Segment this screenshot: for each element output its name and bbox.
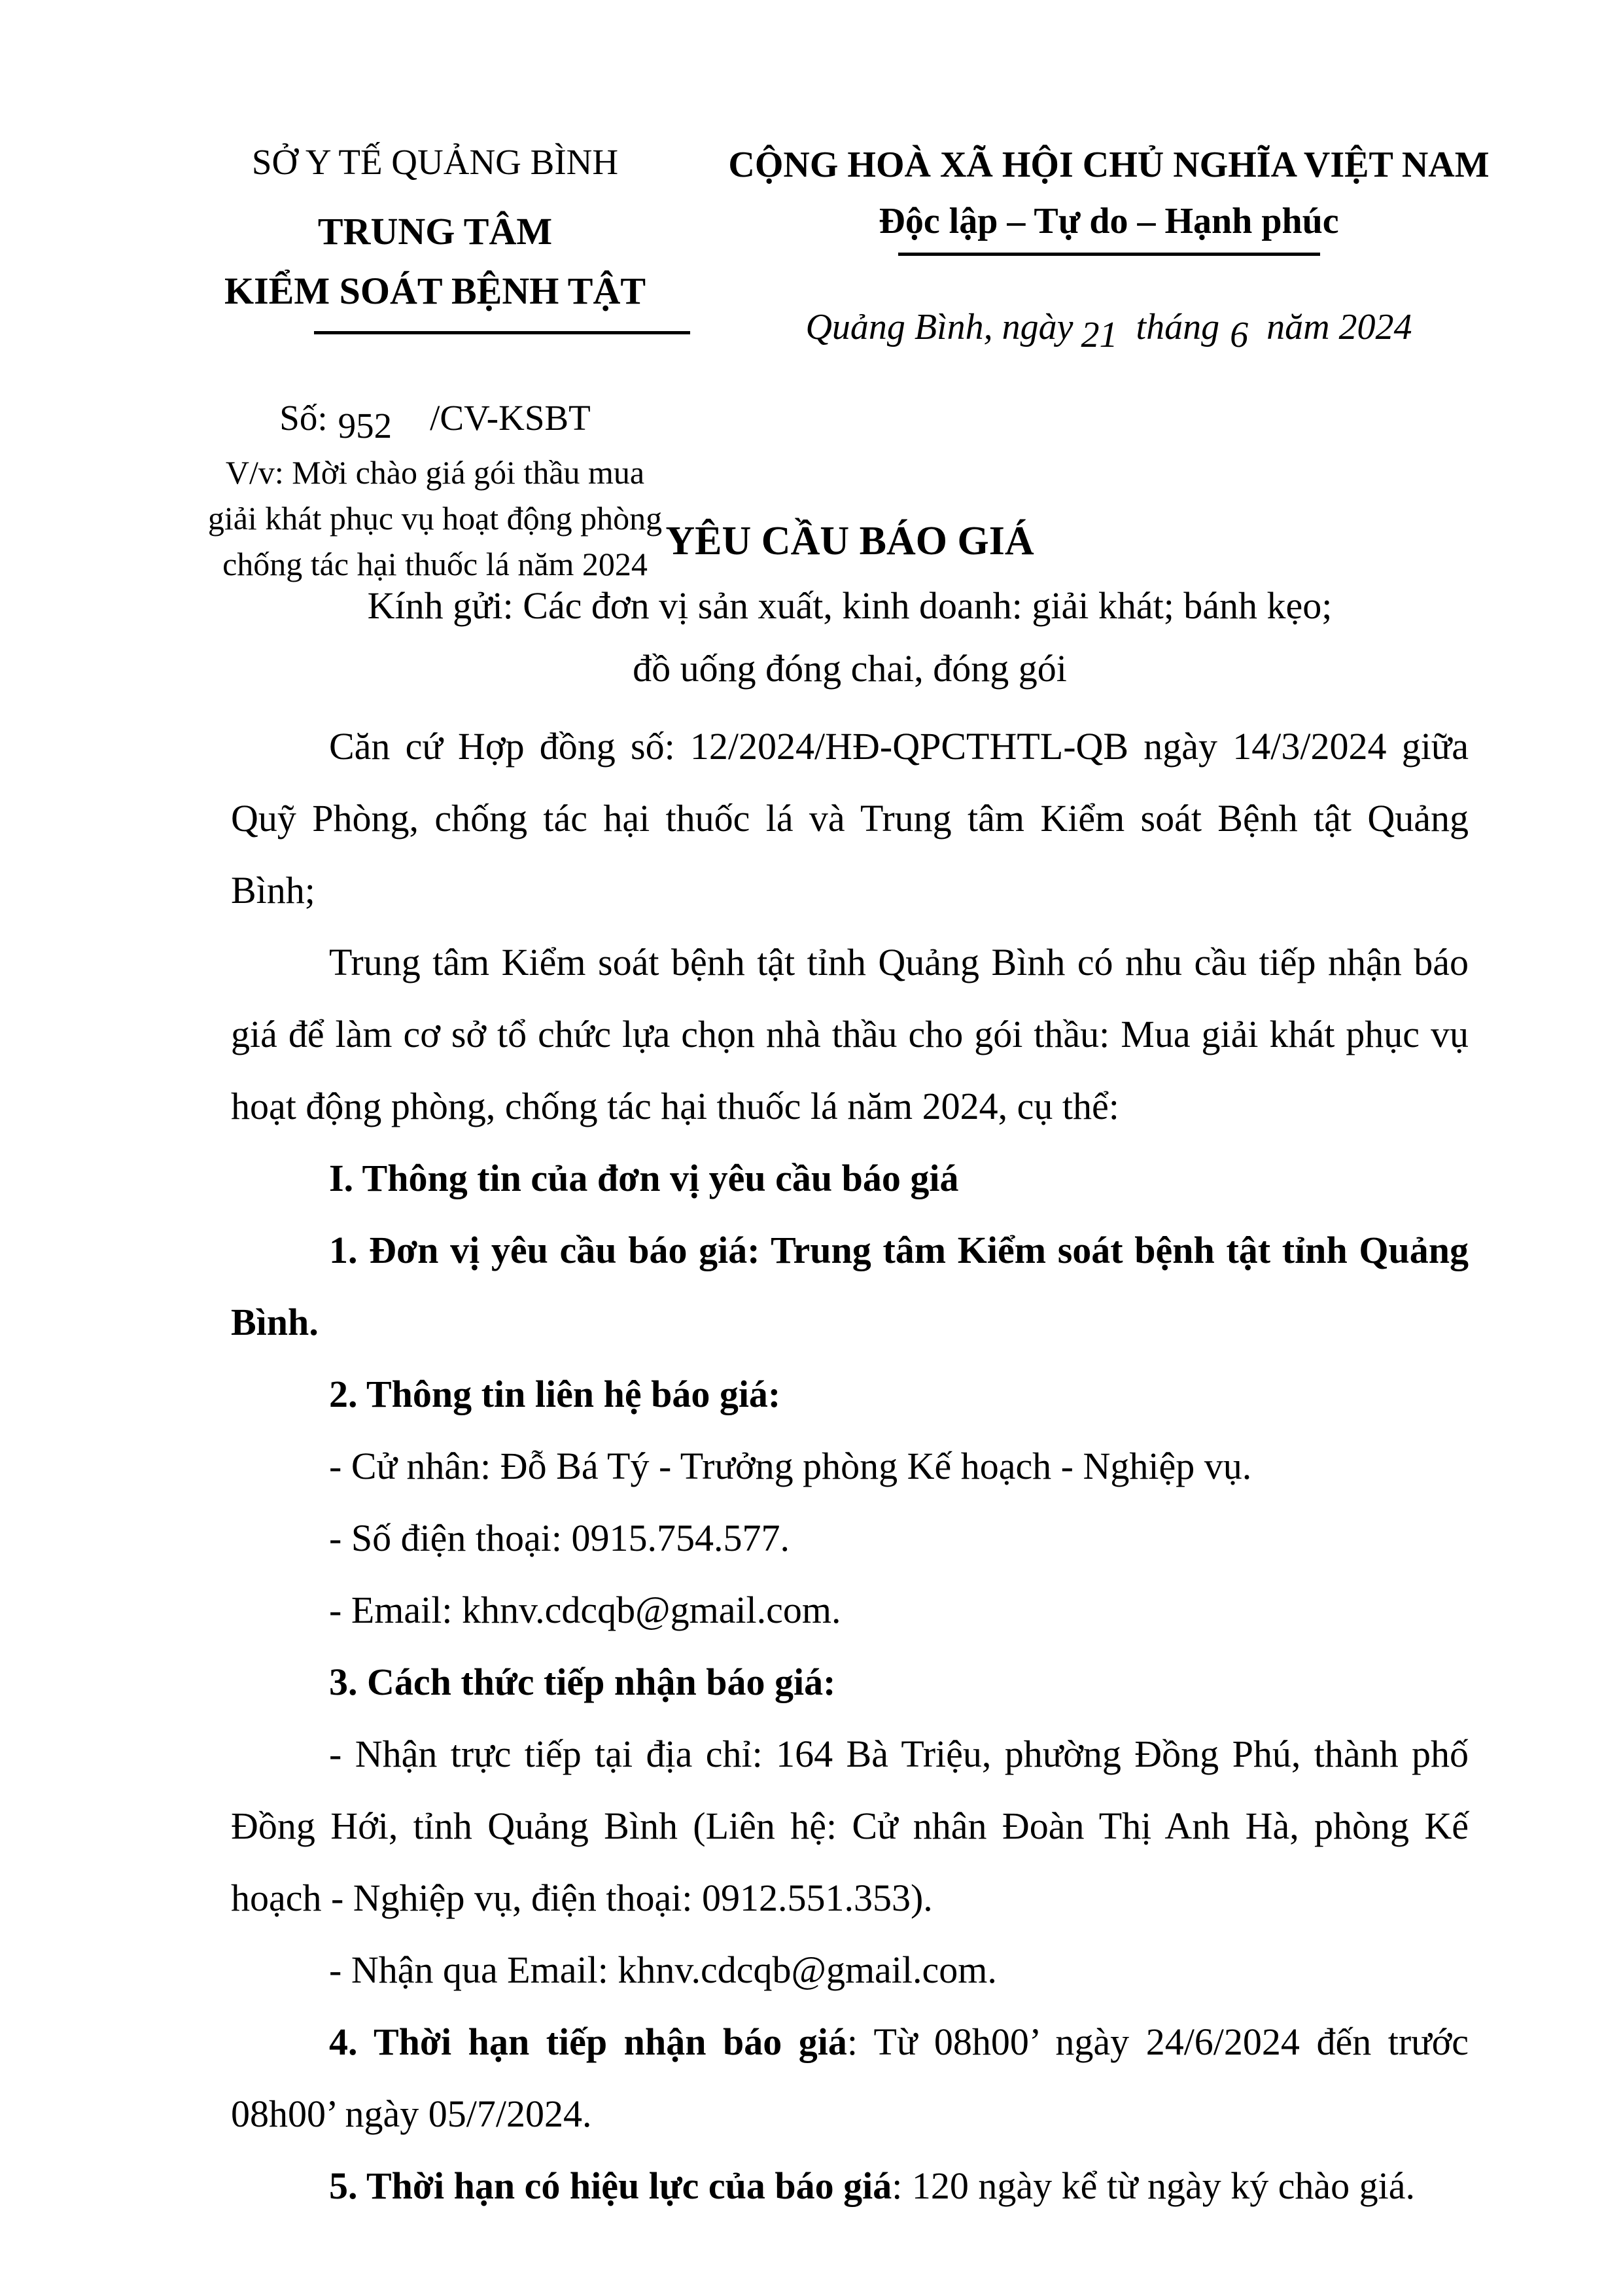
document-number-suffix: /CV-KSBT <box>430 398 591 438</box>
date-mid: tháng <box>1136 307 1220 347</box>
item-2-contact-heading: 2. Thông tin liên hệ báo giá: <box>329 1373 781 1415</box>
paragraph-legal-basis: Căn cứ Hợp đồng số: 12/2024/HĐ-QPCTHTL-QB ngày 14/3/2024 giữa Quỹ Phòng, chống tác hại thuốc lá và Trung tâm Kiểm soát Bệnh tật Quảng Bình; <box>231 725 1469 911</box>
item-3-method-heading: 3. Cách thức tiếp nhận báo giá: <box>329 1661 836 1703</box>
subject-line-3: chống tác hại thuốc lá năm 2024 <box>222 546 648 582</box>
motto-underline-rule <box>898 253 1320 256</box>
recipient-line-1: Kính gửi: Các đơn vị sản xuất, kinh doanh: giải khát; bánh kẹo; <box>367 584 1333 627</box>
bullet-receive-email: - Nhận qua Email: khnv.cdcqb@gmail.com. <box>329 1949 997 1991</box>
item-5-validity-value: : 120 ngày kể từ ngày ký chào giá. <box>892 2164 1416 2207</box>
issuer-org-line2: KIỂM SOÁT BỆNH TẬT <box>224 270 646 312</box>
bullet-contact-person: - Cử nhân: Đỗ Bá Tý - Trưởng phòng Kế hoạch - Nghiệp vụ. <box>329 1445 1252 1487</box>
document-title: YÊU CẦU BÁO GIÁ <box>665 519 1034 563</box>
recipient-line-2: đồ uống đóng chai, đóng gói <box>633 647 1067 690</box>
date-suffix: năm 2024 <box>1266 307 1412 347</box>
document-number-line <box>183 389 687 447</box>
issuer-org-line1: TRUNG TÂM <box>317 210 553 253</box>
item-1-requesting-unit: 1. Đơn vị yêu cầu báo giá: Trung tâm Kiểm soát bệnh tật tỉnh Quảng Bình. <box>231 1229 1469 1343</box>
date-day-value: 21 <box>1081 315 1118 355</box>
item-4-deadline-value: : Từ 08h00’ ngày 24/6/2024 đến trước 08h00’ ngày 05/7/2024. <box>231 2021 1469 2135</box>
recipient-block <box>231 574 1469 700</box>
item-4-deadline <box>231 2006 1469 2150</box>
bullet-email: - Email: khnv.cdcqb@gmail.com. <box>329 1589 841 1631</box>
issuer-underline-rule <box>314 331 690 334</box>
section-1-heading: I. Thông tin của đơn vị yêu cầu báo giá <box>329 1157 959 1199</box>
item-5-validity <box>231 2150 1469 2222</box>
date-month-value: 6 <box>1230 315 1249 355</box>
national-motto-line1: CỘNG HOÀ XÃ HỘI CHỦ NGHĨA VIỆT NAM <box>728 145 1490 185</box>
national-motto-line2: Độc lập – Tự do – Hạnh phúc <box>879 201 1339 241</box>
bullet-receive-direct: - Nhận trực tiếp tại địa chỉ: 164 Bà Triệu, phường Đồng Phú, thành phố Đồng Hới, tỉnh Quảng Bình (Liên hệ: Cử nhân Đoàn Thị Anh Hà, phòng Kế hoạch - Nghiệp vụ, điện thoại: 0912.551.353). <box>231 1733 1469 1919</box>
issuer-parent-org: SỞ Y TẾ QUẢNG BÌNH <box>251 142 619 182</box>
subject-line-2: giải khát phục vụ hoạt động phòng <box>207 500 663 537</box>
paragraph-purpose: Trung tâm Kiểm soát bệnh tật tỉnh Quảng Bình có nhu cầu tiếp nhận báo giá để làm cơ sở tổ chức lựa chọn nhà thầu cho gói thầu: Mua giải khát phục vụ hoạt động phòng, chống tác hại thuốc lá năm 2024, cụ thể: <box>231 941 1469 1127</box>
document-number-value: 952 <box>338 406 393 446</box>
subject-line-1: V/v: Mời chào giá gói thầu mua <box>225 454 645 491</box>
document-number-label: Số: <box>279 398 328 438</box>
bullet-phone: - Số điện thoại: 0915.754.577. <box>329 1517 790 1559</box>
date-prefix: Quảng Bình, ngày <box>805 307 1073 347</box>
place-date-line <box>690 303 1527 355</box>
item-4-deadline-label: 4. Thời hạn tiếp nhận báo giá <box>329 2021 847 2063</box>
item-5-validity-label: 5. Thời hạn có hiệu lực của báo giá <box>329 2164 892 2207</box>
national-header-block <box>690 145 1527 355</box>
document-body <box>231 711 1469 2222</box>
